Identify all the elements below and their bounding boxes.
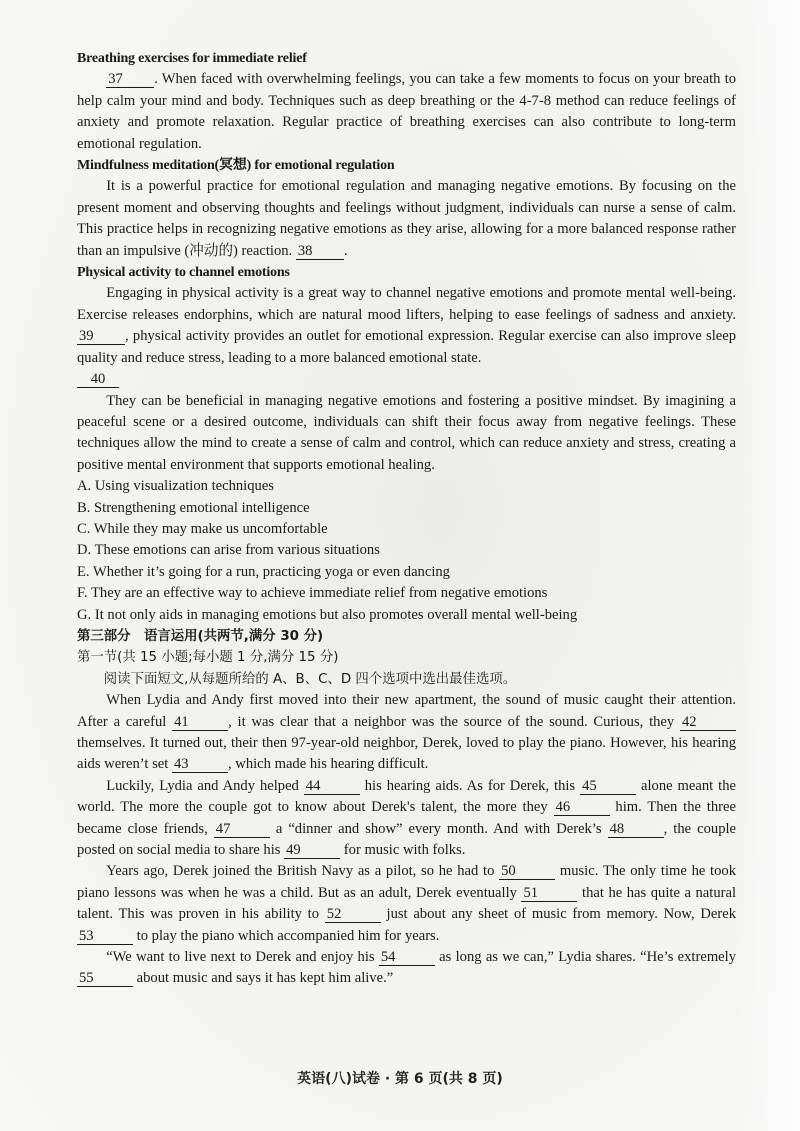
blank-52[interactable]: 52 xyxy=(325,907,381,923)
option-g[interactable]: G. It not only aids in managing emotions but also promotes overall mental well-being xyxy=(77,606,578,623)
section-heading-physical: Physical activity to channel emotions xyxy=(77,265,290,281)
option-a[interactable]: A. Using visualization techniques xyxy=(77,478,274,495)
blank-47[interactable]: 47 xyxy=(214,822,270,838)
paragraph-visualization: They can be beneficial in managing negative emotions and fostering a positive mindset. By imagining a peaceful scene or a desired outcome, individuals can shift their focus away from negative feelings. These techniques allow the mind to create a sense of calm and control, which can reduce anxiety and stress, creating a positive mental environment that supports emotional healing. xyxy=(77,392,736,473)
blank-37[interactable]: 37 xyxy=(106,72,154,88)
paragraph-text: . When faced with overwhelming feelings, you can take a few moments to focus on your breath to help calm your mind and body. Techniques such as deep breathing or the 4-7-8 method can reduce feelings of anxiety and promote relaxation. Regular practice of breathing exercises can also contribute to long-term emotional regulation. xyxy=(77,71,736,152)
cloze-text: just about any sheet of music from memory. Now, Derek xyxy=(386,906,737,923)
cloze-text: to play the piano which accompanied him for years. xyxy=(136,927,440,944)
heading-blank-row xyxy=(77,369,736,390)
blank-39[interactable]: 39 xyxy=(77,329,125,345)
cloze-text: him. Then the three became close friends, xyxy=(77,799,737,837)
page-footer: 英语(八)试卷 · 第 6 页(共 8 页) xyxy=(297,1071,503,1087)
blank-51[interactable]: 51 xyxy=(521,886,577,902)
cloze-text: , the couple posted on social media to share his xyxy=(77,820,737,859)
cloze-text: Luckily, Lydia and Andy helped xyxy=(106,777,299,794)
blank-40[interactable]: 40 xyxy=(77,372,119,388)
part3-instruction: 阅读下面短文,从每题所给的 A、B、C、D 四个选项中选出最佳选项。 xyxy=(103,671,517,687)
cloze-text: as long as we can,” Lydia shares. “He’s extremely xyxy=(439,949,737,966)
paragraph-text: Engaging in physical activity is a great way to channel negative emotions and promote mental well-being. Exercise releases endorphins, which are natural mood lifters, helping to ease feelings of sadness and anxiety. xyxy=(77,285,736,323)
cloze-text: themselves. It turned out, their then 97-year-old neighbor, Derek, loved to play the piano. However, his hearing aids weren’t set xyxy=(77,735,736,773)
section-heading-breathing: Breathing exercises for immediate relief xyxy=(77,51,307,66)
paragraph-mindfulness xyxy=(77,176,736,262)
cloze-paragraph-3 xyxy=(77,861,736,947)
blank-53[interactable]: 53 xyxy=(77,929,133,945)
option-e[interactable]: E. Whether it’s going for a run, practicing yoga or even dancing xyxy=(77,563,450,580)
cloze-text: alone meant the world. The more the couple got to know about Derek's talent, the more they xyxy=(77,777,736,816)
blank-43[interactable]: 43 xyxy=(172,757,228,773)
blank-49[interactable]: 49 xyxy=(284,843,340,859)
cloze-text: his hearing aids. As for Derek, this xyxy=(364,777,576,794)
blank-55[interactable]: 55 xyxy=(77,971,133,987)
section-heading-mindfulness: Mindfulness meditation(冥想) for emotional regulation xyxy=(77,158,395,174)
cloze-text: , it was clear that a neighbor was the source of the sound. Curious, they xyxy=(228,713,675,730)
page-edge xyxy=(738,0,800,1131)
blank-41[interactable]: 41 xyxy=(172,715,228,731)
paragraph-breathing xyxy=(77,69,736,155)
cloze-text: , which made his hearing difficult. xyxy=(227,756,429,773)
blank-45[interactable]: 45 xyxy=(580,779,636,795)
blank-50[interactable]: 50 xyxy=(499,864,555,880)
cloze-paragraph-2 xyxy=(77,776,736,862)
cloze-text: a “dinner and show” every month. And with Derek’s xyxy=(275,820,602,837)
paragraph-text-end: , physical activity provides an outlet for emotional expression. Regular exercise can also improve sleep quality and reduce stress, leading to a more balanced emotional state. xyxy=(77,328,736,366)
cloze-text: Years ago, Derek joined the British Navy as a pilot, so he had to xyxy=(106,863,495,880)
blank-42[interactable]: 42 xyxy=(680,715,736,731)
blank-46[interactable]: 46 xyxy=(554,800,610,816)
option-b[interactable]: B. Strengthening emotional intelligence xyxy=(77,499,310,516)
cloze-text: music. The only time he took piano lessons was when he was a child. But as an adult, Derek eventually xyxy=(77,863,737,901)
option-d[interactable]: D. These emotions can arise from various situations xyxy=(77,542,380,559)
paragraph-physical xyxy=(77,283,736,369)
page-content xyxy=(77,48,736,990)
part3-subtitle: 第一节(共 15 小题;每小题 1 分,满分 15 分) xyxy=(77,650,339,666)
blank-48[interactable]: 48 xyxy=(608,822,664,838)
cloze-text: about music and says it has kept him alive.” xyxy=(136,970,394,987)
cloze-paragraph-4 xyxy=(77,947,736,990)
part3-title: 第三部分 语言运用(共两节,满分 30 分) xyxy=(77,628,324,644)
option-c[interactable]: C. While they may make us uncomfortable xyxy=(77,520,328,537)
option-f[interactable]: F. They are an effective way to achieve immediate relief from negative emotions xyxy=(77,585,548,602)
cloze-text: When Lydia and Andy first moved into their new apartment, the sound of music caught their attention. After a careful xyxy=(77,692,736,730)
cloze-text: for music with folks. xyxy=(343,842,466,859)
paragraph-text-end: . xyxy=(343,242,348,259)
cloze-text: “We want to live next to Derek and enjoy his xyxy=(106,949,375,966)
blank-44[interactable]: 44 xyxy=(304,779,360,795)
cloze-text: that he has quite a natural talent. This was proven in his ability to xyxy=(77,884,737,923)
blank-54[interactable]: 54 xyxy=(379,950,435,966)
cloze-paragraph-1 xyxy=(77,690,736,776)
options-list xyxy=(77,476,736,626)
blank-38[interactable]: 38 xyxy=(296,244,344,260)
paragraph-text: It is a powerful practice for emotional regulation and managing negative emotions. By focusing on the present moment and observing thoughts and feelings without judgment, individuals can nurse a sense of calm. This practice helps in recognizing negative emotions as they arise, allowing for a more balanced response rather than an impulsive (冲动的) reaction. xyxy=(77,178,736,259)
